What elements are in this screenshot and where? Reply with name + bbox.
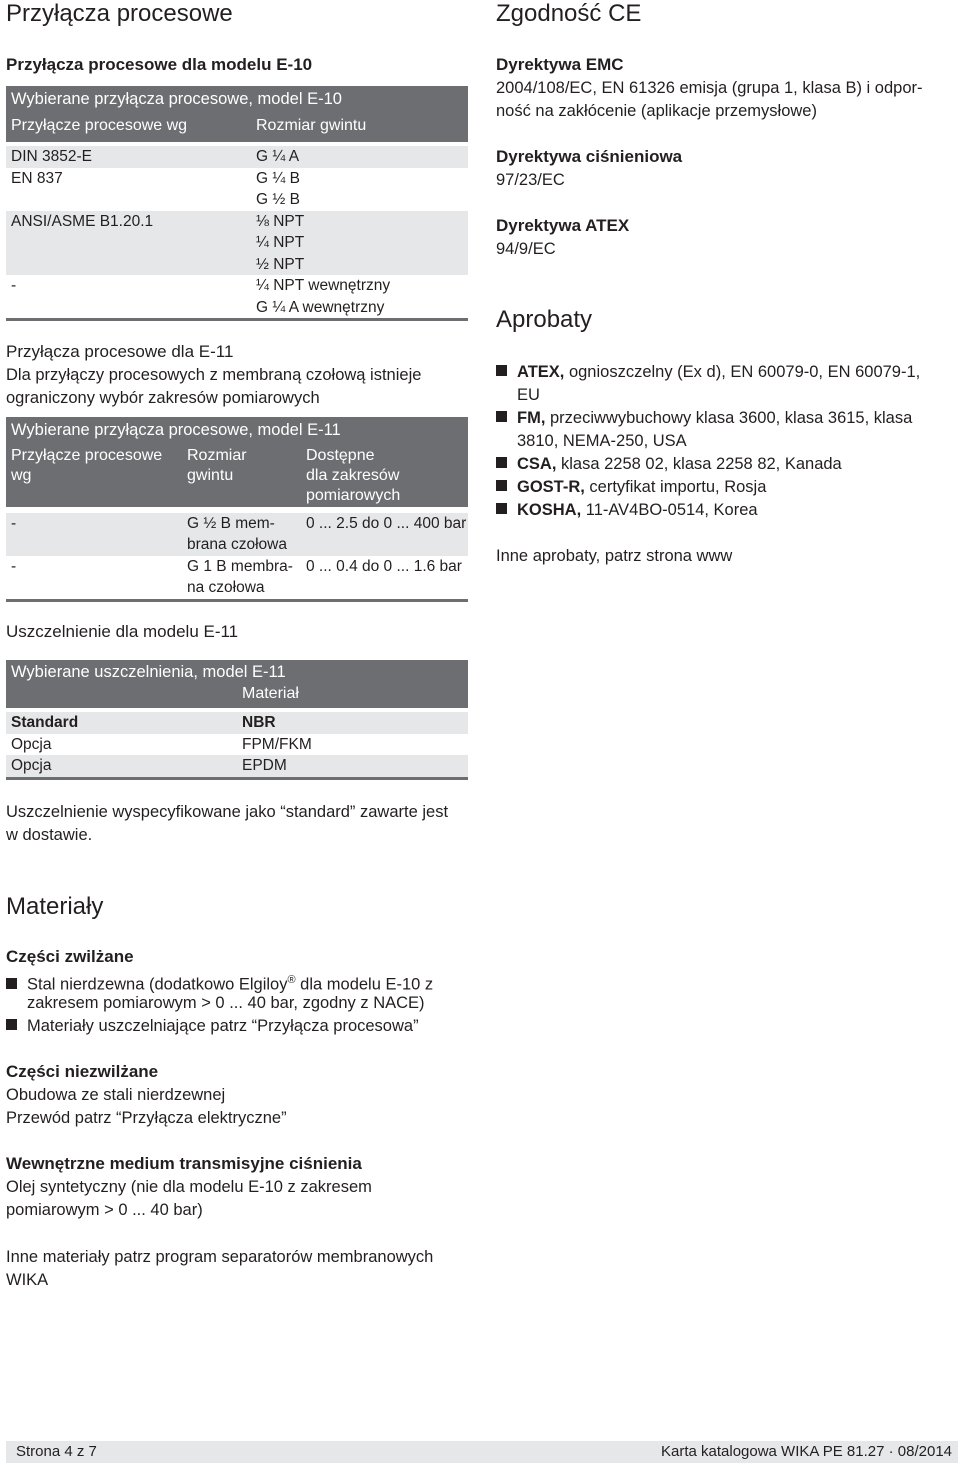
seal-table-header [6,660,468,708]
approval-desc-line2: 3810, NEMA-250, USA [517,432,687,450]
e10-std: - [11,277,17,294]
bullet-square-icon [496,457,507,468]
page-number: Strona 4 z 7 [16,1443,97,1460]
bullet-square-icon [6,978,17,989]
registered-mark: ® [287,974,296,986]
bullet-square-icon [6,1019,17,1030]
list-item [496,476,766,499]
table-row [6,189,468,211]
seal-note-line2: w dostawie. [6,826,93,844]
approval-name: ATEX, [517,363,565,381]
e11-col-size-l1: Rozmiar [187,447,247,464]
other-approvals: Inne aprobaty, patrz strona www [496,547,733,565]
seal-col-material: Materiał [242,685,299,702]
fill-fluid-line1: Olej syntetyczny (nie dla modelu E-10 z zakresem [6,1178,372,1196]
table-row [6,297,468,322]
ped-value: 97/23/EC [496,171,565,189]
seal-type: Opcja [11,735,52,753]
e10-table [6,86,468,321]
e11-col-size-l2: gwintu [187,467,234,484]
e11-table [6,417,468,602]
approval-desc-line2: EU [517,386,540,404]
seal-heading: Uszczelnienie dla modelu E-11 [6,622,239,641]
list-item [496,453,842,476]
approval-desc: przeciwwybuchowy klasa 3600, klasa 3615, klasa [545,409,913,427]
fill-fluid-line2: pomiarowym > 0 ... 40 bar) [6,1201,203,1219]
seal-material: EPDM [242,757,287,774]
e10-size: ⅛ NPT [256,212,305,230]
e10-size: ½ NPT [256,255,305,273]
e11-size-l2: na czołowa [187,579,265,596]
e11-note-line1: Dla przyłączy procesowych z membraną czołową istnieje [6,366,422,384]
atex-heading: Dyrektywa ATEX [496,216,630,235]
wetted-item1-line2: zakresem pomiarowym > 0 ... 40 bar, zgodny z NACE) [27,994,425,1012]
bullet-square-icon [496,480,507,491]
emc-heading: Dyrektywa EMC [496,55,624,74]
approval-name: GOST-R, [517,478,585,496]
e11-size-l1: G 1 B membra- [187,558,293,575]
e10-heading: Przyłącza procesowe dla modelu E-10 [6,55,313,74]
list-item [496,407,912,430]
bullet-square-icon [496,503,507,514]
e10-std: DIN 3852-E [11,148,92,165]
approval-name: FM, [517,409,546,427]
process-connections-title: Przyłącza procesowe [6,0,233,27]
e11-range: 0 ... 0.4 do 0 ... 1.6 bar [306,558,462,575]
e11-range: 0 ... 2.5 do 0 ... 400 bar [306,515,467,532]
e10-size: ¼ NPT wewnętrzny [256,277,391,294]
e10-size: ¼ NPT [256,234,305,251]
ped-heading: Dyrektywa ciśnieniowa [496,147,683,166]
nonwetted-line1: Obudowa ze stali nierdzewnej [6,1086,226,1104]
materials-title: Materiały [6,893,104,920]
nonwetted-parts-heading: Części niezwilżane [6,1062,159,1081]
atex-value: 94/9/EC [496,240,556,258]
list-item [496,361,920,384]
e10-table-header [6,86,468,142]
seal-type: Standard [11,714,79,731]
e11-col-range-l3: pomiarowych [306,487,401,504]
e10-std: EN 837 [11,169,63,187]
e10-col-size: Rozmiar gwintu [256,117,367,134]
other-materials-line1: Inne materiały patrz program separatorów membranowych [6,1248,434,1266]
approval-desc: klasa 2258 02, klasa 2258 82, Kanada [556,455,842,473]
e11-table-title: Wybierane przyłącza procesowe, model E-11 [11,421,341,439]
emc-line2: ność na zakłócenie (aplikacje przemysłowe) [496,102,817,120]
table-row [6,712,468,734]
table-row [6,275,468,297]
other-materials-line2: WIKA [6,1271,49,1289]
table-row [6,254,468,276]
e11-std: - [11,515,17,532]
page-footer [6,1441,958,1463]
seal-note-line1: Uszczelnienie wyspecyfikowane jako “standard” zawarte jest [6,803,449,821]
e11-col-range-l2: dla zakresów [306,467,400,484]
table-row [6,211,468,233]
e11-std: - [11,558,17,575]
e10-col-standard: Przyłącze procesowe wg [11,117,188,134]
seal-material: NBR [242,714,276,731]
approvals-title: Aprobaty [496,306,593,333]
approval-desc: certyfikat importu, Rosja [584,478,767,496]
approval-name: CSA, [517,455,557,473]
wetted-parts-heading: Części zwilżane [6,947,134,966]
list-item [496,499,758,522]
seal-table [6,660,468,780]
seal-material: FPM/FKM [242,735,312,753]
e11-col-standard-l1: Przyłącze procesowe [11,447,163,464]
e11-table-header [6,417,468,507]
table-row [6,168,468,190]
ce-conformity-title: Zgodność CE [496,0,642,27]
seal-table-title: Wybierane uszczelnienia, model E-11 [11,663,286,681]
approval-name: KOSHA, [517,501,582,519]
e11-size-l2: brana czołowa [187,536,287,553]
list-item [6,1015,419,1038]
table-row [6,146,468,168]
table-row [6,734,468,756]
e10-size: G ¼ B [256,169,300,187]
e11-col-standard-l2: wg [11,467,32,484]
e10-size: G ¼ A wewnętrzny [256,298,385,316]
bullet-square-icon [496,411,507,422]
wetted-item2-text: Materiały uszczelniające patrz “Przyłącza procesowa” [27,1017,419,1035]
e10-size: G ¼ A [256,148,300,165]
wetted-item1-text-b: dla modelu E-10 z [295,975,434,994]
e11-size-l1: G ½ B mem- [187,515,275,532]
wetted-item1-text: Stal nierdzewna (dodatkowo Elgiloy [27,975,288,994]
nonwetted-line2: Przewód patrz “Przyłącza elektryczne” [6,1109,287,1127]
seal-type: Opcja [11,757,52,774]
table-row [6,755,468,780]
table-row [6,513,468,556]
emc-line1: 2004/108/EC, EN 61326 emisja (grupa 1, klasa B) i odpor- [496,79,923,97]
approval-desc: 11-AV4BO-0514, Korea [581,501,758,519]
e10-table-title: Wybierane przyłącza procesowe, model E-10 [11,90,342,108]
e10-size: G ½ B [256,191,300,208]
table-row [6,556,468,602]
e11-col-range-l1: Dostępne [306,447,375,464]
e11-note-line2: ograniczony wybór zakresów pomiarowych [6,389,320,407]
approval-desc: ognioszczelny (Ex d), EN 60079-0, EN 60079-1, [564,363,921,381]
e11-heading: Przyłącza procesowe dla E-11 [6,342,234,361]
e10-std: ANSI/ASME B1.20.1 [11,212,154,230]
bullet-square-icon [496,365,507,376]
table-row [6,232,468,254]
document-reference: Karta katalogowa WIKA PE 81.27 · 08/2014 [660,1443,952,1460]
fill-fluid-heading: Wewnętrzne medium transmisyjne ciśnienia [6,1154,362,1173]
